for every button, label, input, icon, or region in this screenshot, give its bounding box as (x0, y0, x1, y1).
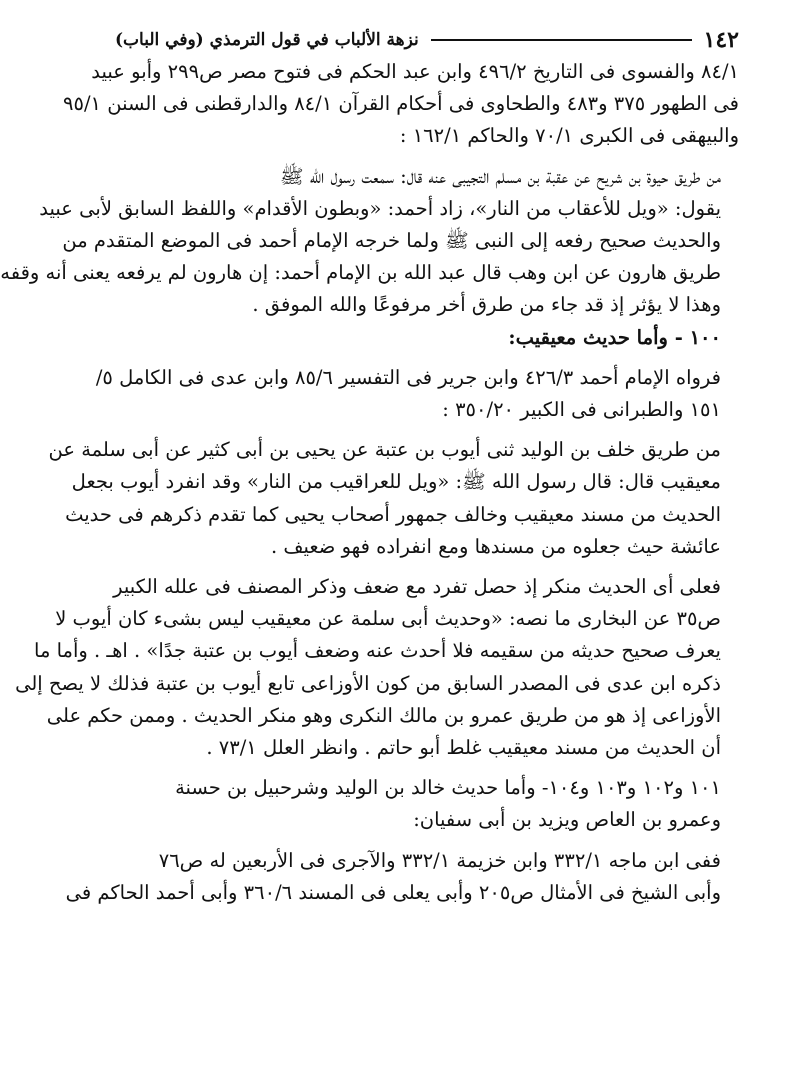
text-line: طريق هارون عن ابن وهب قال عبد الله بن الإمام أحمد: إن هارون لم يرفعه يعنى أنه وقفه (0, 261, 721, 285)
text-line: وعمرو بن العاص ويزيد بن أبى سفيان: (413, 808, 721, 832)
text-line: ١٥١ والطبرانى فى الكبير ٣٥٠/٢٠ : (442, 398, 721, 422)
paragraph-munkar-verdict (15, 571, 739, 764)
paragraph-hayweh-chain (0, 161, 739, 322)
body-text (0, 56, 739, 909)
text-line: فعلى أى الحديث منكر إذ حصل تفرد مع ضعف وذكر المصنف فى علله الكبير (113, 575, 721, 599)
running-title: نزهة الألباب في قول الترمذي (وفي الباب) (115, 30, 419, 50)
text-line: يقول: «ويل للأعقاب من النار»، زاد أحمد: «وبطون الأقدام» واللفظ السابق لأبى عبيد (39, 196, 721, 220)
text-line: والبيهقى فى الكبرى ٧٠/١ والحاكم ١٦٢/١ : (399, 124, 739, 148)
heading-line: ١٠٠ - وأما حديث معيقيب: (508, 325, 721, 349)
section-heading-100 (115, 322, 739, 354)
header-rule (431, 39, 692, 41)
book-page (0, 24, 739, 909)
text-line: عائشة حيث جعلوه من مسندها ومع انفراده فهو ضعيف . (270, 534, 721, 558)
text-line: فرواه الإمام أحمد ٤٢٦/٣ وابن جرير فى التفسير ٨٥/٦ وابن عدى فى الكامل ٥/ (95, 365, 721, 389)
text-line: فى الطهور ٣٧٥ و٤٨٣ والطحاوى فى أحكام القرآن ٨٤/١ والدارقطنى فى السنن ٩٥/١ (63, 92, 739, 116)
text-line: ص٣٥ عن البخارى ما نصه: «وحديث أبى سلمة عن معيقيب ليس بشىء كان أيوب لا (55, 607, 721, 631)
text-line: ففى ابن ماجه ٣٣٢/١ وابن خزيمة ٣٣٢/١ والآجرى فى الأربعين له ص٧٦ (158, 848, 721, 872)
section-heading-101-104 (115, 772, 739, 836)
text-line: الأوزاعى إذ هو من طريق عمرو بن مالك النكرى وهو منكر الحديث . وممن حكم على (46, 703, 721, 727)
paragraph-khalaf-chain (48, 434, 739, 563)
text-line: الحديث من مسند معيقيب وخالف جمهور أصحاب يحيى كما تقدم ذكرهم فى حديث (65, 502, 721, 526)
text-line: والحديث صحيح رفعه إلى النبى ﷺ ولما خرجه الإمام أحمد فى الموضع المتقدم من (62, 229, 721, 253)
text-line: ١٠١ و١٠٢ و١٠٣ و١٠٤- وأما حديث خالد بن الوليد وشرحبيل بن حسنة (175, 776, 721, 800)
paragraph-ibn-majah-sources (65, 845, 739, 909)
text-line: ٨٤/١ والفسوى فى التاريخ ٤٩٦/٢ وابن عبد الحكم فى فتوح مصر ص٢٩٩ وأبو عبيد (91, 60, 739, 83)
text-line: أن الحديث من مسند معيقيب غلط أبو حاتم . وانظر العلل ٧٣/١ . (206, 736, 721, 760)
text-line: من طريق خلف بن الوليد ثنى أيوب بن عتبة عن يحيى بن أبى كثير عن أبى سلمة عن (48, 438, 721, 462)
text-line: ذكره ابن عدى فى المصدر السابق من كون الأوزاعى تابع أيوب بن عتبة فذلك لا يصح إلى (15, 671, 721, 695)
paragraph-muayqib-sources (95, 362, 739, 426)
page-header (115, 24, 739, 56)
text-line: يعرف صحيح حديثه من سقيمه فلا أحدث عنه وضعف أيوب بن عتبة جدًا» . اهـ . وأما ما (34, 639, 721, 663)
text-line: وهذا لا يؤثر إذ قد جاء من طرق أخر مرفوعًا والله الموفق . (252, 293, 721, 317)
text-line: معيقيب قال: قال رسول الله ﷺ: «ويل للعراقيب من النار» وقد انفرد أيوب بجعل (71, 470, 721, 494)
paragraph-sources-continued (63, 56, 739, 153)
text-line: من طريق حيوة بن شريح عن عقبة بن مسلم التجيبى عنه قال: سمعت رسول الله ﷺ (279, 164, 721, 188)
page-number: ١٤٢ (703, 27, 739, 53)
text-line: وأبى الشيخ فى الأمثال ص٢٠٥ وأبى يعلى فى المسند ٣٦٠/٦ وأبى أحمد الحاكم فى (65, 880, 721, 904)
